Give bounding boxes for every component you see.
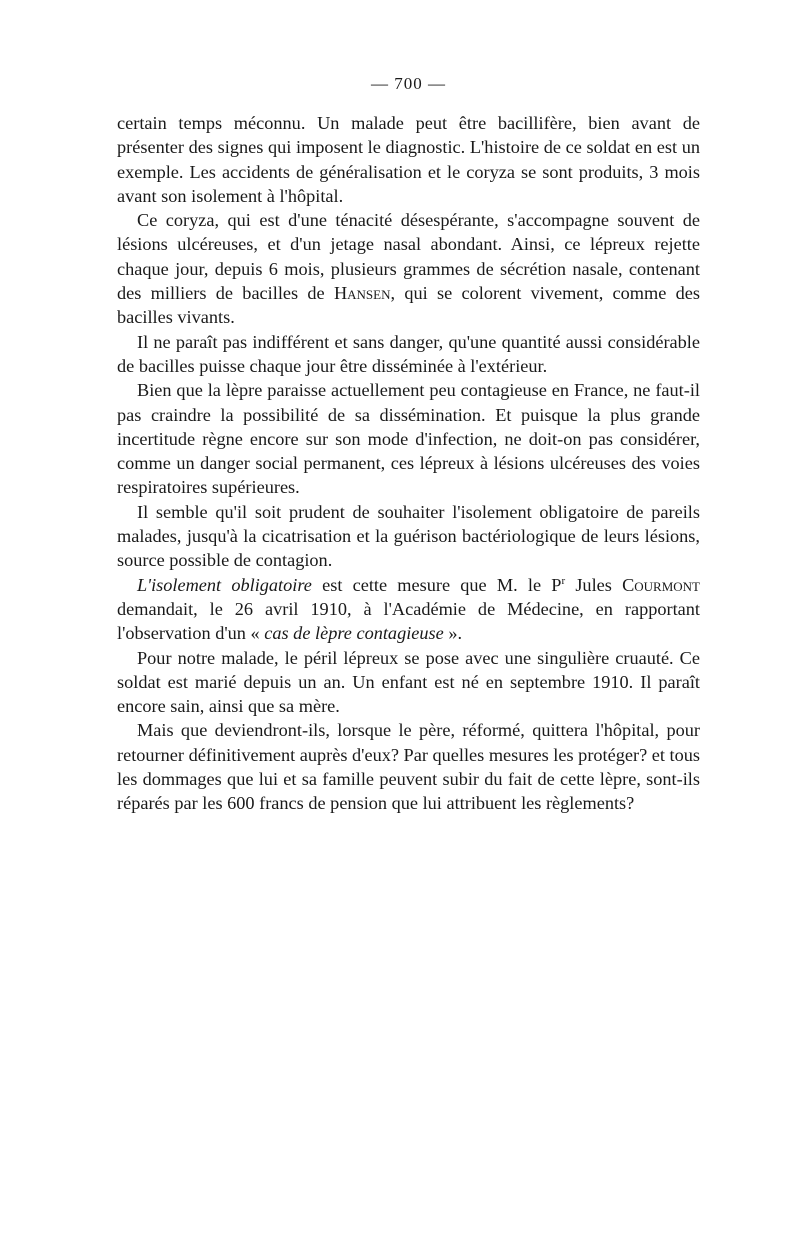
author-name-courmont: Courmont <box>622 574 700 595</box>
paragraph-2-text-after: , qui se colorent vivement, comme des bacilles vivants. <box>117 283 700 328</box>
body-text <box>117 111 700 816</box>
paragraph-4: Bien que la lèpre paraisse actuellement peu contagieuse en France, ne faut-il pas craindre la possibilité de sa dissémination. Et puisque la plus grande incertitude règne encore sur son mode d'infection, ne doit-on pas considérer, comme un danger social permanent, ces lépreux à lésions ulcéreuses des voies respiratoires supérieures. <box>117 380 700 498</box>
paragraph-8: Mais que deviendront-ils, lorsque le père, réformé, quittera l'hôpital, pour retourner définitivement auprès d'eux? Par quelles mesures les protéger? et tous les dommages que lui et sa famille peuvent subir du fait de cette lèpre, sont-ils réparés par les 600 francs de pension que lui attribuent les règlements? <box>117 720 701 814</box>
paragraph-6-text-1: est cette mesure que M. le P <box>311 574 562 595</box>
italic-quote: cas de lèpre contagieuse <box>264 623 444 644</box>
paragraph-5: Il semble qu'il soit prudent de souhaiter l'isolement obligatoire de pareils malades, jusqu'à la cicatrisation et la guérison bactériologique de leurs lésions, source possible de contagion. <box>117 501 700 571</box>
page-number: — 700 — <box>371 74 446 93</box>
paragraph-6-text-2: Jules <box>565 574 623 595</box>
paragraph-7: Pour notre malade, le péril lépreux se pose avec une singulière cruauté. Ce soldat est marié depuis un an. Un enfant est né en septembre 1910. Il paraît encore sain, ainsi que sa mère. <box>117 647 700 717</box>
paragraph-2 <box>117 208 700 329</box>
author-name-hansen: Hansen <box>333 283 391 304</box>
paragraph-1: certain temps méconnu. Un malade peut être bacillifère, bien avant de présenter des signes qui imposent le diagnostic. L'histoire de ce soldat en est un exemple. Les accidents de généralisation et le coryza se sont produits, 3 mois avant son isolement à l'hôpital. <box>117 113 700 206</box>
paragraph-3: Il ne paraît pas indifférent et sans danger, qu'une quantité aussi considérable de bacilles puisse chaque jour être disséminée à l'extérieur. <box>117 331 700 376</box>
paragraph-6-text-3: demandait, le 26 avril 1910, à l'Académie de Médecine, en rapportant l'observation d'un « <box>117 598 700 644</box>
paragraph-6-text-end: ». <box>443 623 463 644</box>
italic-phrase: L'isolement obligatoire <box>137 574 312 595</box>
paragraph-6 <box>117 573 700 646</box>
paragraph-2-text-before: Ce coryza, qui est d'une ténacité désespérante, s'accompagne souvent de lésions ulcéreuses, et d'un jetage nasal abondant. Ainsi, ce lépreux rejette chaque jour, depuis 6 mois, plusieurs grammes de sécrétion nasale, contenant des milliers de bacilles de <box>117 210 700 304</box>
superscript: r <box>561 574 566 587</box>
